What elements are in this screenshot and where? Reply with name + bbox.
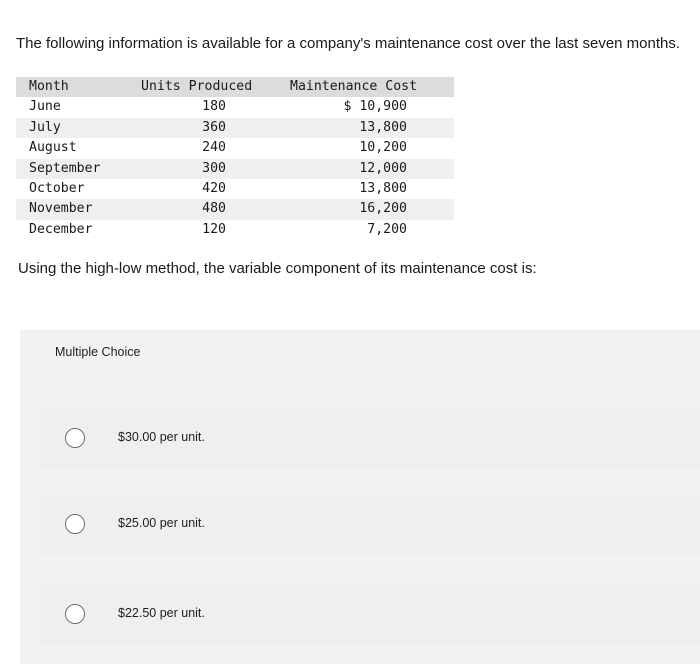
multiple-choice-label: Multiple Choice <box>55 345 141 359</box>
row-cost: 13,800 <box>359 180 407 196</box>
question-text: The following information is available for a company's maintenance cost over the last seven months. <box>16 35 681 52</box>
header-month: Month <box>29 79 69 94</box>
row-month: September <box>29 160 101 176</box>
choice-option-1[interactable] <box>40 409 700 469</box>
row-units: 300 <box>202 160 226 176</box>
radio-button-icon[interactable] <box>65 428 85 448</box>
row-month: December <box>29 221 93 237</box>
radio-button-icon[interactable] <box>65 604 85 624</box>
choice-option-text: $30.00 per unit. <box>118 430 205 444</box>
row-units: 480 <box>202 201 226 217</box>
table-row <box>16 199 454 219</box>
table-row <box>16 118 454 138</box>
table-row <box>16 138 454 158</box>
row-cost: 13,800 <box>359 119 407 135</box>
table-row <box>16 179 454 199</box>
row-units: 240 <box>202 140 226 156</box>
table-row <box>16 97 454 117</box>
header-units-produced: Units Produced <box>141 79 253 94</box>
row-cost: 7,200 <box>367 221 407 237</box>
table-row <box>16 159 454 179</box>
row-cost: $ 10,900 <box>343 99 407 115</box>
row-month: October <box>29 180 85 196</box>
table-row <box>16 220 454 240</box>
row-month: November <box>29 201 93 217</box>
row-units: 120 <box>202 221 226 237</box>
row-units: 360 <box>202 119 226 135</box>
choice-option-2[interactable] <box>40 495 700 555</box>
row-cost: 10,200 <box>359 140 407 156</box>
row-cost: 12,000 <box>359 160 407 176</box>
table-header-row <box>16 77 454 97</box>
row-month: July <box>29 119 61 135</box>
row-cost: 16,200 <box>359 201 407 217</box>
radio-button-icon[interactable] <box>65 514 85 534</box>
prompt-text: Using the high-low method, the variable component of its maintenance cost is: <box>18 260 537 277</box>
row-units: 180 <box>202 99 226 115</box>
row-month: June <box>29 99 61 115</box>
multiple-choice-panel <box>20 330 700 664</box>
choice-option-3[interactable] <box>40 585 700 645</box>
choice-option-text: $22.50 per unit. <box>118 606 205 620</box>
choice-option-text: $25.00 per unit. <box>118 516 205 530</box>
data-table <box>16 77 454 240</box>
row-month: August <box>29 140 77 156</box>
row-units: 420 <box>202 180 226 196</box>
header-maintenance-cost: Maintenance Cost <box>290 79 418 94</box>
